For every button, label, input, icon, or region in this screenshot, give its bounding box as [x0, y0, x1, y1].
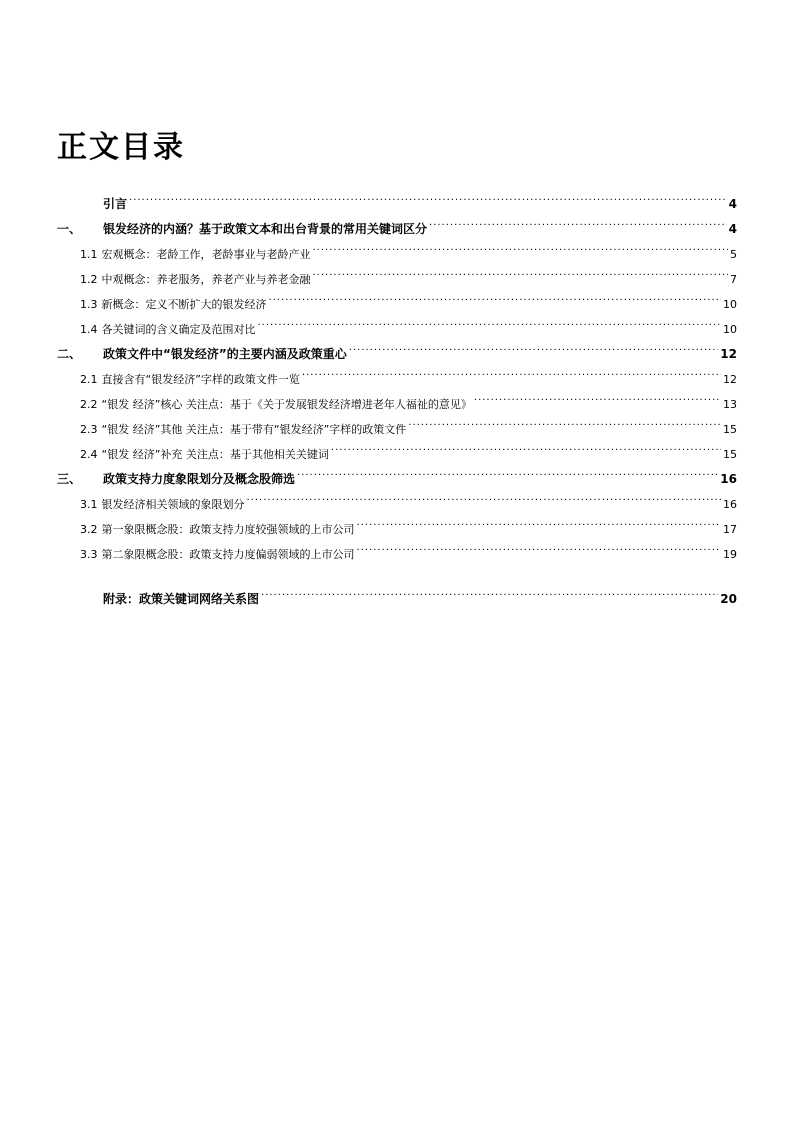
- toc-entry[interactable]: [57, 313, 737, 338]
- toc-entry-page: 15: [723, 423, 737, 436]
- toc-entry[interactable]: [57, 363, 737, 388]
- toc-entry-page: 13: [723, 398, 737, 411]
- toc-entry-page: 17: [723, 523, 737, 536]
- toc-dot-leader: [408, 413, 721, 433]
- toc-entry-number: 1.1: [80, 248, 98, 261]
- toc-spacer: [57, 563, 737, 583]
- toc-entry-number: 1.4: [80, 323, 98, 336]
- toc-entry-page: 15: [723, 448, 737, 461]
- toc-entry-label: 政策支持力度象限划分及概念股筛选: [103, 472, 296, 486]
- toc-entry-label: “银发 经济”补充 关注点：基于其他相关关键词: [101, 448, 329, 461]
- toc-entry-label: 银发经济的内涵？基于政策文本和出台背景的常用关键词区分: [103, 222, 428, 236]
- toc-entry-number: 二、: [57, 347, 82, 361]
- toc-entry-page: 5: [730, 248, 737, 261]
- toc-dot-leader: [129, 188, 727, 208]
- toc-entry-number: 3.1: [80, 498, 98, 511]
- toc-entry-number: 1.2: [80, 273, 98, 286]
- toc-entry-label: “银发 经济”核心 关注点：基于《关于发展银发经济增进老年人福祉的意见》: [101, 398, 472, 411]
- toc-dot-leader: [357, 513, 722, 533]
- toc-entry-page: 4: [728, 222, 737, 236]
- toc-entry[interactable]: [57, 513, 737, 538]
- toc-entry-label: 中观概念：养老服务，养老产业与养老金融: [101, 273, 311, 286]
- toc-entry[interactable]: [57, 538, 737, 563]
- toc-entry[interactable]: [57, 288, 737, 313]
- toc-entry-page: 19: [723, 548, 737, 561]
- toc-entry-number: 3.3: [80, 548, 98, 561]
- toc-entry-label: 宏观概念：老龄工作，老龄事业与老龄产业: [101, 248, 311, 261]
- toc-dot-leader: [357, 538, 722, 558]
- toc-entry-label: 直接含有“银发经济”字样的政策文件一览: [101, 373, 300, 386]
- toc-entry-page: 7: [730, 273, 737, 286]
- toc-entry[interactable]: [57, 263, 737, 288]
- toc-entry-label: 引言: [103, 197, 128, 211]
- toc-entry-page: 10: [723, 298, 737, 311]
- toc-entry-page: 4: [728, 197, 737, 211]
- toc-entry-page: 16: [723, 498, 737, 511]
- toc-entry-label: 银发经济相关领域的象限划分: [101, 498, 245, 511]
- toc-entry-number: 2.4: [80, 448, 98, 461]
- toc-entry-number: 三、: [57, 472, 82, 486]
- table-of-contents: [57, 188, 737, 608]
- toc-entry[interactable]: [57, 413, 737, 438]
- toc-dot-leader: [313, 263, 729, 283]
- toc-entry-page: 16: [720, 472, 737, 486]
- toc-entry[interactable]: [57, 583, 737, 608]
- toc-entry[interactable]: [57, 438, 737, 463]
- toc-entry-page: 20: [720, 592, 737, 606]
- toc-entry[interactable]: [57, 338, 737, 363]
- toc-entry-number: 一、: [57, 222, 82, 236]
- toc-entry-page: 10: [723, 323, 737, 336]
- toc-dot-leader: [261, 583, 718, 603]
- toc-entry-number: 1.3: [80, 298, 98, 311]
- toc-entry-number: 2.1: [80, 373, 98, 386]
- toc-entry-label: 新概念：定义不断扩大的银发经济: [101, 298, 267, 311]
- toc-dot-leader: [297, 463, 718, 483]
- page-title: 正文目录: [57, 130, 185, 165]
- toc-dot-leader: [429, 213, 727, 233]
- toc-dot-leader: [302, 363, 721, 383]
- toc-entry[interactable]: [57, 488, 737, 513]
- toc-entry-label: 政策文件中“银发经济”的主要内涵及政策重心: [103, 347, 347, 361]
- toc-entry-label: “银发 经济”其他 关注点：基于带有“银发经济”字样的政策文件: [101, 423, 407, 436]
- toc-dot-leader: [258, 313, 722, 333]
- toc-entry[interactable]: [57, 388, 737, 413]
- toc-dot-leader: [247, 488, 722, 508]
- toc-entry-label: 第一象限概念股：政策支持力度较强领域的上市公司: [101, 523, 355, 536]
- toc-entry-number: 2.3: [80, 423, 98, 436]
- toc-entry-number: 3.2: [80, 523, 98, 536]
- toc-entry-label: 第二象限概念股：政策支持力度偏弱领域的上市公司: [101, 548, 355, 561]
- toc-dot-leader: [313, 238, 729, 258]
- toc-entry-page: 12: [723, 373, 737, 386]
- toc-entry[interactable]: [57, 188, 737, 213]
- toc-entry[interactable]: [57, 463, 737, 488]
- toc-entry-page: 12: [720, 347, 737, 361]
- toc-entry-label: 各关键词的含义确定及范围对比: [101, 323, 256, 336]
- toc-dot-leader: [269, 288, 722, 308]
- toc-dot-leader: [474, 388, 721, 408]
- toc-entry[interactable]: [57, 238, 737, 263]
- toc-entry-number: 2.2: [80, 398, 98, 411]
- toc-entry[interactable]: [57, 213, 737, 238]
- toc-entry-label: 附录：政策关键词网络关系图: [103, 592, 260, 606]
- toc-dot-leader: [349, 338, 719, 358]
- toc-dot-leader: [331, 438, 721, 458]
